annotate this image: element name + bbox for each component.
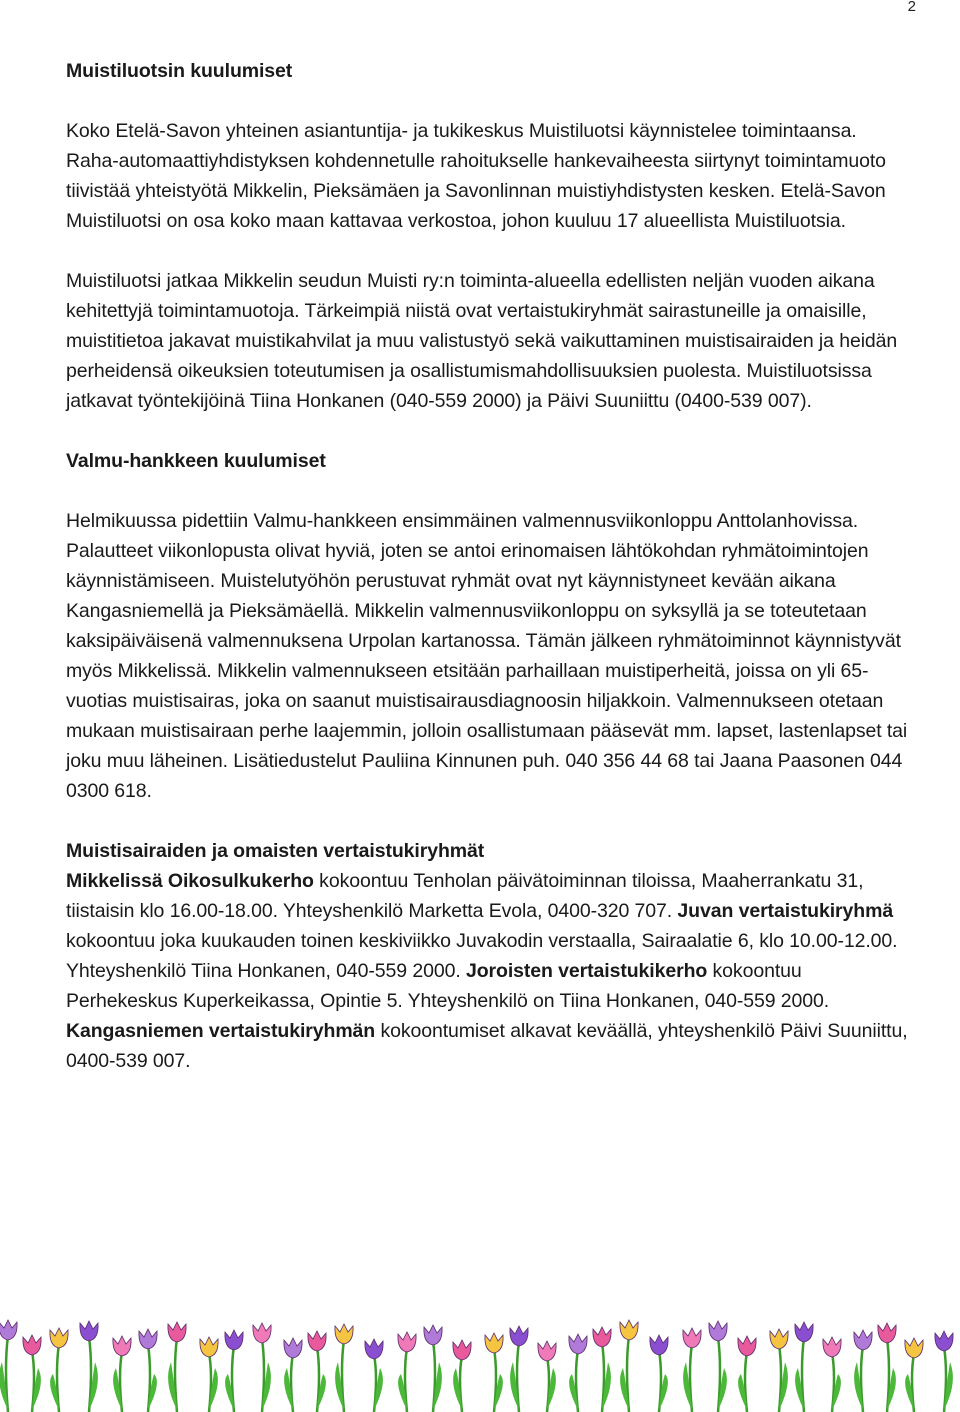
tulip-icon (200, 1337, 218, 1412)
flower-border-decoration (0, 1292, 960, 1412)
tulip-icon (593, 1327, 611, 1412)
tulip-icon (650, 1335, 668, 1412)
tulip-icon (168, 1322, 186, 1412)
document-body (66, 56, 912, 1076)
tulip-icon (878, 1323, 896, 1412)
tulip-icon (113, 1336, 131, 1412)
tulip-icon (253, 1323, 271, 1412)
paragraph: Muistiluotsi jatkaa Mikkelin seudun Muisti ry:n toiminta-alueella edellisten neljän vuoden aikana kehitettyjä toimintamuotoja. Tärkeimpiä niistä ovat vertaistukiryhmät sairastuneille ja omaisille, muistitietoa jakavat muistikahvilat ja muu valistustyö sekä vaikuttaminen muistisairaiden ja heidän perheidensä oikeuksien toteutumisen ja osallistumismahdollisuuksien puolesta. Muistiluotsissa jatkavat työntekijöinä Tiina Honkanen (040-559 2000) ja Päivi Suuniittu (0400-539 007). (66, 270, 898, 412)
tulip-icon (709, 1321, 727, 1412)
tulip-icon (854, 1330, 872, 1412)
tulip-icon (424, 1325, 442, 1412)
tulip-icon (905, 1338, 923, 1412)
tulip-icon (365, 1339, 383, 1412)
group-details: kokoontuu joka kuukauden toinen keskiviikko Juvakodin verstaalla, Sairaalatie 6, klo 10.00-12.00. Yhteyshenkilö Tiina Honkanen, 040-559 2000. (66, 930, 898, 982)
tulip-icon (139, 1329, 157, 1412)
tulip-icon (485, 1333, 503, 1412)
tulip-icon (538, 1341, 556, 1412)
tulip-icon (620, 1320, 638, 1412)
group-name: Kangasniemen vertaistukiryhmän (66, 1020, 376, 1042)
paragraph: Helmikuussa pidettiin Valmu-hankkeen ensimmäinen valmennusviikonloppu Anttolanhovissa. Palautteet viikonlopusta olivat hyviä, joten se antoi erinomaisen lähtökohdan ryhmätoimintojen käynnistämiseen. Muistelutyöhön perustuvat ryhmät ovat nyt käynnistyneet kevään aikana Kangasniemellä ja Pieksämäellä. Mikkelin valmennusviikonloppu on syksyllä ja se toteutetaan kaksipäiväisenä valmennuksena Urpolan kartanossa. Tämän jälkeen ryhmätoiminnot käynnistyvät myös Mikkelissä. Mikkelin valmennukseen etsitään parhaillaan muistiperheitä, joissa on yli 65-vuotias muistisairas, joka on saanut muistisairausdiagnoosin hiljakkoin. Valmennukseen otetaan mukaan muistisairaan perhe laajemmin, jolloin osallistumaan pääsevät mm. lapset, lastenlapset tai joku muu läheinen. Lisätiedustelut Pauliina Kinnunen puh. 040 356 44 68 tai Jaana Paasonen 044 0300 618. (66, 510, 908, 802)
tulip-icon (453, 1340, 471, 1412)
tulip-icon (80, 1321, 98, 1412)
tulip-icon (335, 1324, 353, 1412)
group-name: Juvan vertaistukiryhmä (677, 900, 894, 922)
tulip-icon (225, 1330, 243, 1412)
group-name: Mikkelissä Oikosulkukerho (66, 870, 314, 892)
paragraph: Koko Etelä-Savon yhteinen asiantuntija- ja tukikeskus Muistiluotsi käynnistelee toimintaansa. Raha-automaattiyhdistyksen kohdennetulle rahoitukselle hankevaiheesta siirtynyt toimintamuoto tiivistää yhteistyötä Mikkelin, Pieksämäen ja Savonlinnan muistiyhdistysten kesken. Etelä-Savon Muistiluotsi on osa koko maan kattavaa verkostoa, johon kuuluu 17 alueellista Muistiluotsia. (66, 120, 886, 232)
tulip-icon (569, 1334, 587, 1412)
tulip-icon (738, 1336, 756, 1412)
tulip-icon (284, 1338, 302, 1412)
tulip-icon (823, 1337, 841, 1412)
tulip-icon (23, 1335, 41, 1412)
tulip-icon (50, 1328, 68, 1412)
tulip-icon (683, 1328, 701, 1412)
group-details: kokoontumiset alkavat keväällä, yhteyshenkilö Päivi Suuniittu, 0400-539 007. (66, 1020, 908, 1072)
section-heading-valmu: Valmu-hankkeen kuulumiset (66, 450, 326, 472)
support-groups-paragraph (66, 866, 912, 1076)
tulip-icon (510, 1326, 528, 1412)
tulip-icon (0, 1320, 17, 1412)
tulip-icon (398, 1332, 416, 1412)
tulip-icon (770, 1329, 788, 1412)
group-name: Joroisten vertaistukikerho (465, 960, 708, 982)
group-details: kokoontuu Perhekeskus Kuperkeikassa, Opintie 5. Yhteyshenkilö on Tiina Honkanen, 040-559 2000. (66, 960, 830, 1012)
section-heading-vertaistuki: Muistisairaiden ja omaisten vertaistukiryhmät (66, 840, 485, 862)
tulip-icon (308, 1331, 326, 1412)
page-number: 2 (907, 0, 916, 15)
tulip-icon (795, 1322, 813, 1412)
tulip-icon (935, 1331, 953, 1412)
section-heading-muistiluotsi: Muistiluotsin kuulumiset (66, 60, 293, 82)
group-details: kokoontuu Tenholan päivätoiminnan tiloissa, Maaherrankatu 31, tiistaisin klo 16.00-18.00. Yhteyshenkilö Marketta Evola, 0400-320 707. (66, 870, 864, 922)
